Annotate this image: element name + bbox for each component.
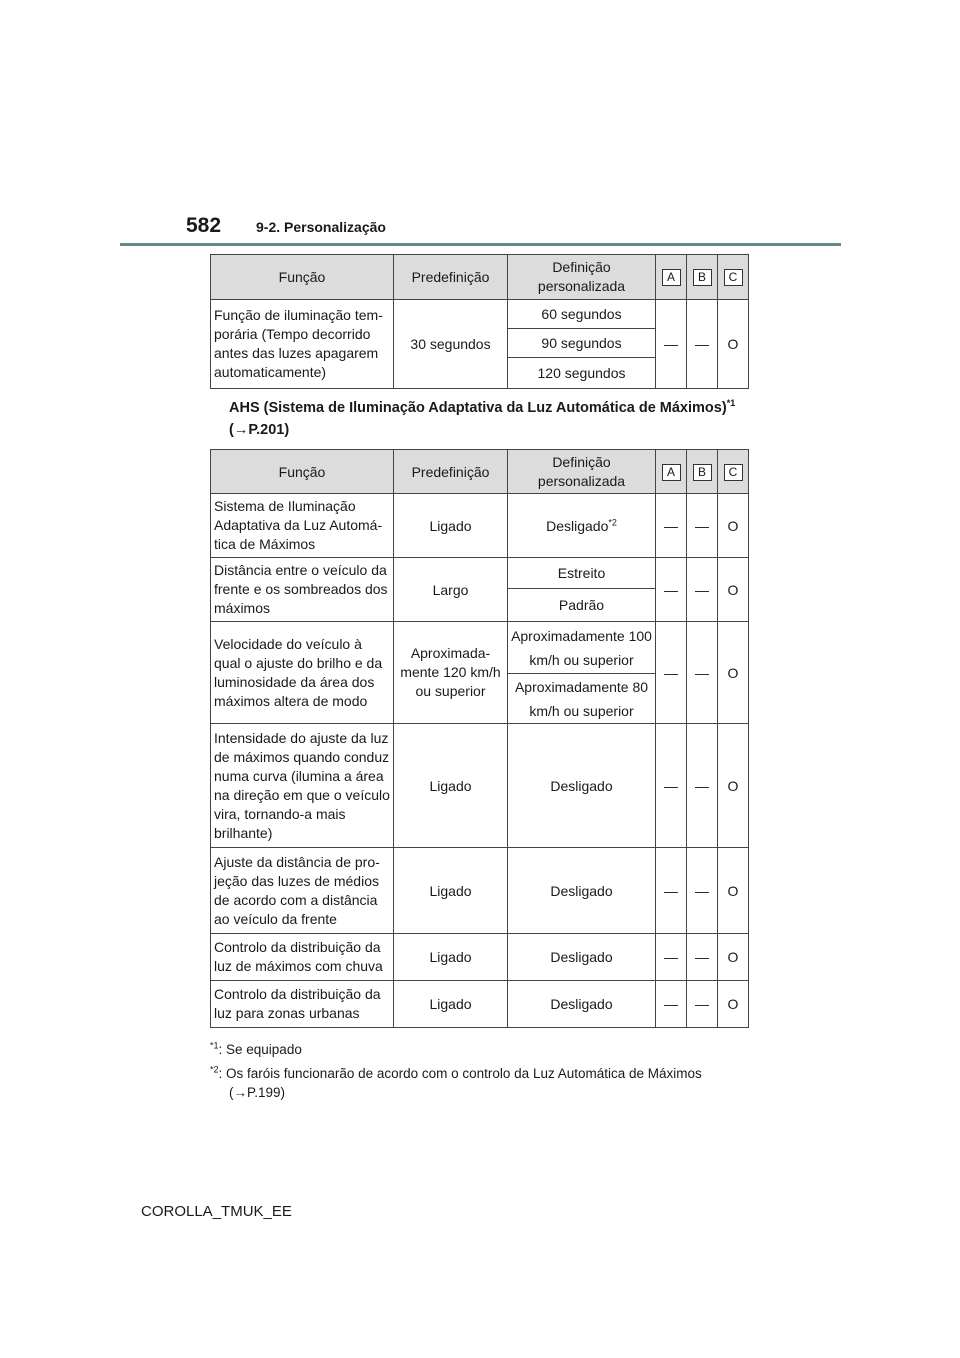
- b-cell: —: [687, 300, 718, 389]
- table-row: [211, 494, 749, 558]
- option-cell: Aproximadamente 80 km/h ou superior: [508, 674, 656, 724]
- section-title: 9-2. Personalização: [256, 219, 386, 235]
- letter-b-badge: B: [693, 464, 712, 481]
- option-cell: Aproximadamente 100 km/h ou superior: [508, 622, 656, 674]
- subheading-page-ref: (→P.201): [229, 422, 290, 438]
- col-header-b: [687, 255, 718, 300]
- setting-cell: Desligado: [508, 934, 656, 981]
- a-cell: —: [656, 300, 687, 389]
- table-row: [211, 981, 749, 1028]
- a-cell: —: [656, 494, 687, 558]
- function-cell: Intensidade do ajuste da luz de máximos quando conduz numa curva (ilumina a área na direção em que o veículo vira, tornando-a mais brilhante): [211, 724, 394, 848]
- col-header-definicao: Definição personalizada: [508, 450, 656, 494]
- option-cell: 90 segundos: [508, 329, 656, 358]
- b-cell: —: [687, 622, 718, 724]
- function-cell: Sistema de Iluminação Adaptativa da Luz Automática de Máximos: [211, 494, 394, 558]
- c-cell: O: [718, 494, 749, 558]
- a-cell: —: [656, 934, 687, 981]
- function-cell: Controlo da distribuição da luz de máximos com chuva: [211, 934, 394, 981]
- col-header-predefinicao: Predefinição: [394, 255, 508, 300]
- option-cell: 120 segundos: [508, 358, 656, 389]
- c-cell: O: [718, 724, 749, 848]
- b-cell: —: [687, 848, 718, 934]
- function-cell: Função de iluminação temporária (Tempo decorrido antes das luzes apagarem automaticamente): [211, 300, 394, 389]
- footnote-2: [210, 1064, 750, 1102]
- letter-a-badge: A: [662, 269, 681, 286]
- default-cell: Ligado: [394, 981, 508, 1028]
- a-cell: —: [656, 848, 687, 934]
- option-cell: 60 segundos: [508, 300, 656, 329]
- col-header-a: [656, 255, 687, 300]
- default-cell: Aproximadamente 120 km/h ou superior: [394, 622, 508, 724]
- col-header-c: [718, 255, 749, 300]
- col-header-funcao: Função: [211, 255, 394, 300]
- footnote-2-text: : Os faróis funcionarão de acordo com o controlo da Luz Automática de Máximos: [218, 1066, 702, 1081]
- b-cell: —: [687, 558, 718, 622]
- table-row: [211, 622, 749, 674]
- ahs-subheading: [229, 397, 749, 441]
- a-cell: —: [656, 558, 687, 622]
- header-rule: [120, 243, 841, 246]
- ahs-table: [210, 449, 749, 1028]
- b-cell: —: [687, 724, 718, 848]
- col-header-definicao: Definição personalizada: [508, 255, 656, 300]
- table-header-row: [211, 255, 749, 300]
- letter-b-badge: B: [693, 269, 712, 286]
- option-cell: Estreito: [508, 558, 656, 589]
- col-header-predefinicao: Predefinição: [394, 450, 508, 494]
- function-cell: Distância entre o veículo da frente e os sombreados dos máximos: [211, 558, 394, 622]
- b-cell: —: [687, 934, 718, 981]
- table-row: [211, 300, 749, 329]
- a-cell: —: [656, 724, 687, 848]
- table-header-row: [211, 450, 749, 494]
- setting-text: Desligado: [546, 517, 609, 534]
- setting-cell: Desligado: [508, 981, 656, 1028]
- function-cell: Controlo da distribuição da luz para zonas urbanas: [211, 981, 394, 1028]
- function-cell: Ajuste da distância de projeção das luzes de médios de acordo com a distância ao veículo da frente: [211, 848, 394, 934]
- c-cell: O: [718, 981, 749, 1028]
- footnote-1-text: : Se equipado: [218, 1042, 302, 1057]
- setting-cell: Desligado: [508, 724, 656, 848]
- b-cell: —: [687, 981, 718, 1028]
- footnote-2-mark: *2: [210, 1064, 219, 1075]
- col-header-a: [656, 450, 687, 494]
- table-row: [211, 558, 749, 589]
- lighting-timer-table: [210, 254, 749, 389]
- c-cell: O: [718, 622, 749, 724]
- default-cell: Ligado: [394, 724, 508, 848]
- c-cell: O: [718, 848, 749, 934]
- letter-c-badge: C: [724, 269, 743, 286]
- option-cell: Padrão: [508, 589, 656, 622]
- table-row: [211, 848, 749, 934]
- c-cell: O: [718, 558, 749, 622]
- subheading-footnote-mark: *1: [726, 398, 736, 409]
- page-number: 582: [186, 214, 222, 237]
- default-cell: Ligado: [394, 934, 508, 981]
- c-cell: O: [718, 300, 749, 389]
- subheading-text: AHS (Sistema de Iluminação Adaptativa da Luz Automática de Máximos): [229, 400, 727, 416]
- col-header-b: [687, 450, 718, 494]
- footnote-1: [210, 1040, 302, 1059]
- default-cell: Ligado: [394, 848, 508, 934]
- col-header-funcao: Função: [211, 450, 394, 494]
- c-cell: O: [718, 934, 749, 981]
- setting-cell: [508, 494, 656, 558]
- default-cell: Largo: [394, 558, 508, 622]
- footnote-2-ref: (→P.199): [229, 1085, 286, 1100]
- footnote-1-mark: *1: [210, 1040, 219, 1051]
- table-row: [211, 934, 749, 981]
- default-cell: 30 segundos: [394, 300, 508, 389]
- letter-c-badge: C: [724, 464, 743, 481]
- b-cell: —: [687, 494, 718, 558]
- function-cell: Velocidade do veículo à qual o ajuste do brilho e da luminosidade da área dos máximos altera de modo: [211, 622, 394, 724]
- letter-a-badge: A: [662, 464, 681, 481]
- setting-footnote-mark: *2: [608, 516, 617, 527]
- document-footer-code: COROLLA_TMUK_EE: [141, 1203, 292, 1220]
- setting-cell: Desligado: [508, 848, 656, 934]
- default-cell: Ligado: [394, 494, 508, 558]
- a-cell: —: [656, 622, 687, 724]
- table-row: [211, 724, 749, 848]
- col-header-c: [718, 450, 749, 494]
- a-cell: —: [656, 981, 687, 1028]
